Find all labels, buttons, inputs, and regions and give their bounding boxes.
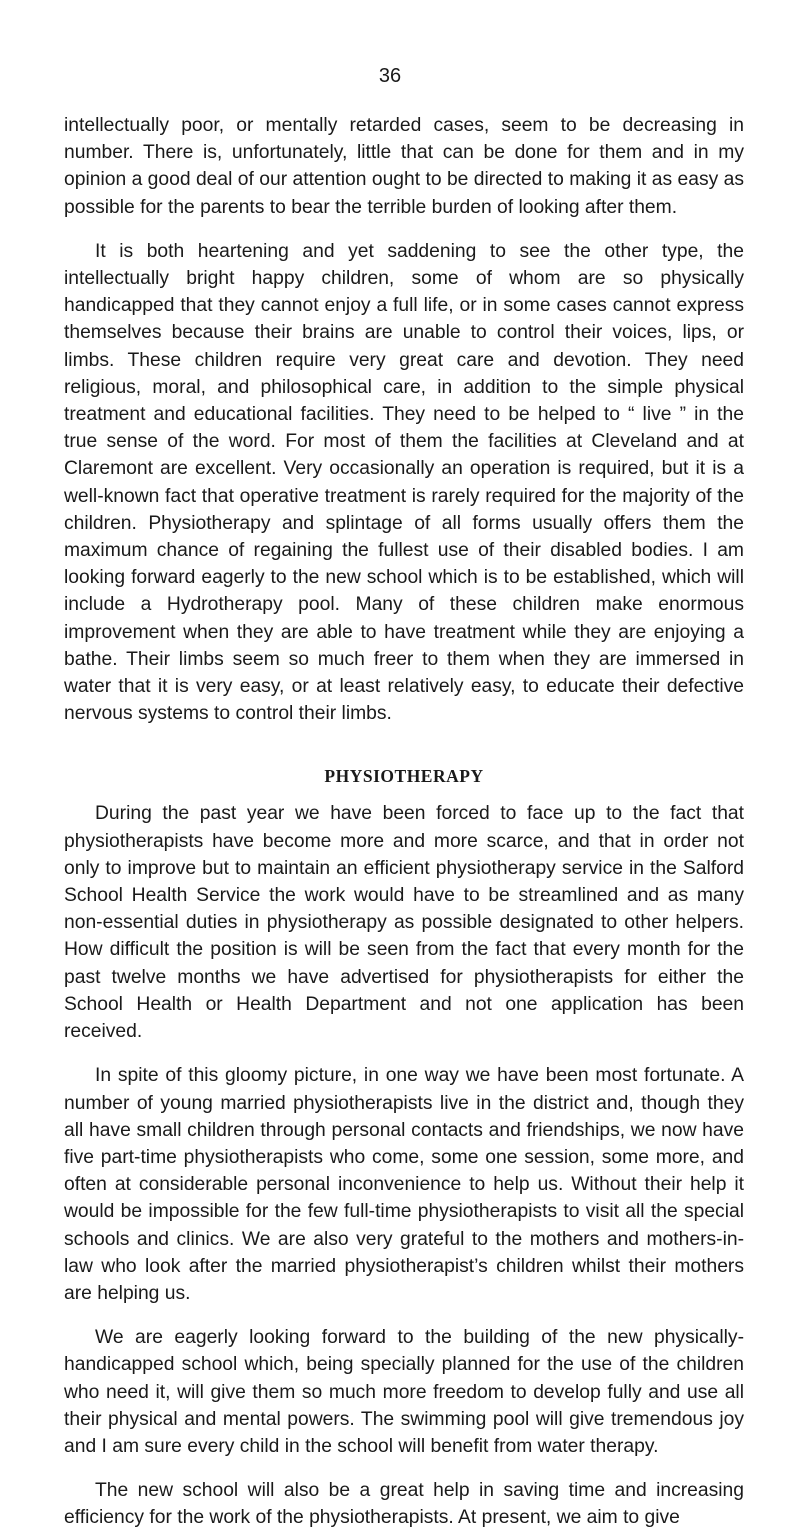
- paragraph-new-school: We are eagerly looking forward to the building of the new physically-handicapped school which, being specially planned for the use of the children who need it, will give them so much more freedom to develop fully and use all their physical and mental powers. The swimming pool will give tremendous joy and I am sure every child in the school will benefit from water therapy.: [64, 1327, 744, 1457]
- body-text: [64, 112, 744, 1532]
- page-number: 36: [378, 65, 402, 87]
- paragraph-staff-shortage: During the past year we have been forced to face up to the fact that physiotherapists have become more and more scarce, and that in order not only to improve but to maintain an efficient physiotherapy service in the Salford School Health Service the work would have to be streamlined and as many non-essential duties in physiotherapy as possible designated to other helpers. How difficult the position is will be seen from the fact that every month for the past twelve months we have advertised for physiotherapists for either the School Health or Health Department and not one application has been received.: [64, 803, 744, 1043]
- section-heading-physiotherapy: PHYSIOTHERAPY: [324, 766, 484, 787]
- paragraph-continuation: intellectually poor, or mentally retarded cases, seem to be decreasing in number. There is, unfortunately, little that can be done for them and in my opinion a good deal of our attention ought to be directed to making it as easy as possible for the parents to bear the terrible burden of looking after them.: [64, 115, 744, 218]
- paragraph-part-time-staff: In spite of this gloomy picture, in one way we have been most fortunate. A number of young married physiotherapists live in the district and, though they all have small children through personal contacts and friendships, we now have five part-time physiotherapists who come, some one session, some more, and often at considerable personal inconvenience to help us. Without their help it would be impossible for the few full-time physiotherapists to visit all the special schools and clinics. We are also very grateful to the mothers and mothers-in-law who look after the married physiotherapist’s children whilst their mothers are helping us.: [64, 1065, 744, 1304]
- paragraph-handicapped-children: It is both heartening and yet saddening to see the other type, the intellectually bright happy children, some of whom are so physically handicapped that they cannot enjoy a full life, or in some cases cannot express themselves because their brains are unable to control their voices, lips, or limbs. These children require very great care and devotion. They need religious, moral, and philosophical care, in addition to the simple physical treatment and educational facilities. They need to be helped to “ live ” in the true sense of the word. For most of them the facilities at Cleveland and at Claremont are excellent. Very occasionally an operation is required, but it is a well-known fact that operative treatment is rarely required for the majority of the children. Physiotherapy and splintage of all forms usually offers them the maximum chance of regaining the fullest use of their disabled bodies. I am looking forward eagerly to the new school which is to be established, which will include a Hydrotherapy pool. Many of these children make enormous improvement when they are able to have treatment while they are enjoying a bathe. Their limbs seem so much freer to them when they are immersed in water that it is very easy, or at least relatively easy, to educate their defective nervous systems to control their limbs.: [64, 240, 744, 725]
- paragraph-efficiency: The new school will also be a great help in saving time and increasing efficiency for the work of the physiotherapists. At present, we aim to give: [64, 1480, 744, 1529]
